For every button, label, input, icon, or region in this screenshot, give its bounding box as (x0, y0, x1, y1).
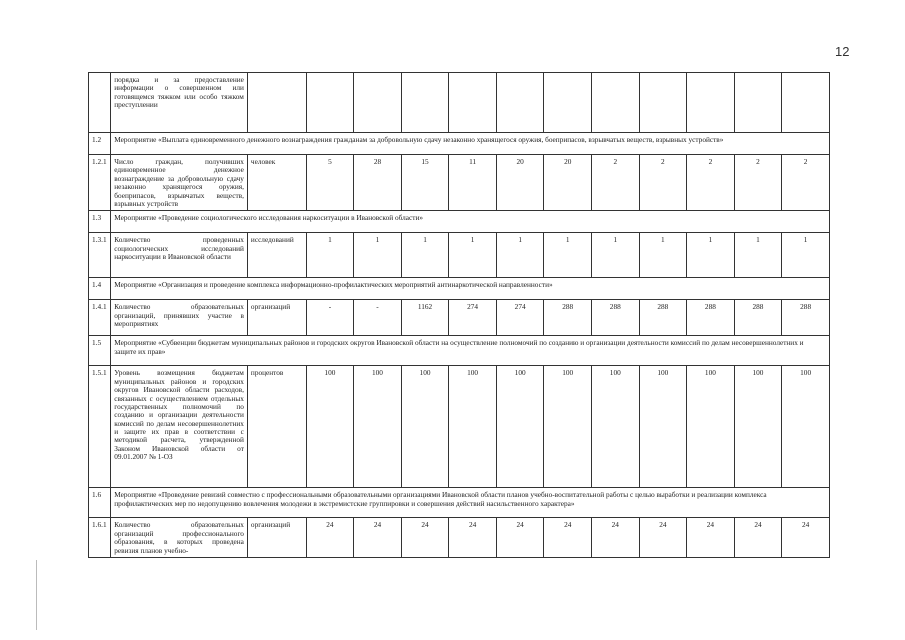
value-cell: 24 (639, 518, 687, 558)
value-cell: 1 (354, 233, 402, 278)
value-cell: 100 (639, 366, 687, 488)
indicator-number-cell: 1.3.1 (89, 233, 111, 278)
value-cell (496, 73, 544, 133)
event-title-cell: Мероприятие «Субвенции бюджетам муниципальных районов и городских округов Ивановской области на осуществление полномочий по созданию и организации деятельности комиссий по делам несовершеннолетних и защите их прав» (111, 336, 830, 366)
value-cell (354, 73, 402, 133)
event-row (89, 133, 830, 155)
value-cell: 100 (782, 366, 830, 488)
value-cell (544, 73, 592, 133)
event-title-cell: Мероприятие «Проведение ревизий совместно с профессиональными образовательными организациями Ивановской области планов учебно-воспитательной работы с целью выработки и реализации комплекса профилактических мер по недопущению вовлечения молодежи в экстремистские группировки и совершения действий насильственного характера» (111, 488, 830, 518)
scan-margin-mark (36, 560, 37, 630)
event-number-cell: 1.5 (89, 336, 111, 366)
unit-cell: организаций (247, 300, 306, 336)
value-cell: 20 (544, 155, 592, 211)
indicator-row (89, 233, 830, 278)
indicator-number-cell: 1.4.1 (89, 300, 111, 336)
indicator-row (89, 155, 830, 211)
indicator-number-cell: 1.5.1 (89, 366, 111, 488)
indicators-table (88, 72, 830, 558)
value-cell: 20 (496, 155, 544, 211)
value-cell: 1 (639, 233, 687, 278)
value-cell: 1 (496, 233, 544, 278)
table-row (89, 73, 830, 133)
value-cell: 1 (687, 233, 735, 278)
value-cell: 2 (782, 155, 830, 211)
value-cell (639, 73, 687, 133)
event-row (89, 488, 830, 518)
value-cell: 24 (401, 518, 449, 558)
value-cell: 1162 (401, 300, 449, 336)
event-row (89, 211, 830, 233)
unit-cell: организаций (247, 518, 306, 558)
value-cell (401, 73, 449, 133)
value-cell: 1 (401, 233, 449, 278)
value-cell: 2 (639, 155, 687, 211)
event-number-cell: 1.3 (89, 211, 111, 233)
value-cell: 100 (449, 366, 497, 488)
value-cell: - (306, 300, 354, 336)
value-cell: 288 (544, 300, 592, 336)
value-cell: 100 (734, 366, 782, 488)
value-cell: 1 (449, 233, 497, 278)
event-number-cell: 1.4 (89, 278, 111, 300)
indicator-row (89, 300, 830, 336)
value-cell: 274 (496, 300, 544, 336)
value-cell: 1 (544, 233, 592, 278)
value-cell: 24 (449, 518, 497, 558)
value-cell: 288 (592, 300, 640, 336)
value-cell: 100 (544, 366, 592, 488)
value-cell: 24 (592, 518, 640, 558)
page-number: 12 (835, 44, 850, 59)
value-cell: 1 (592, 233, 640, 278)
value-cell: 1 (306, 233, 354, 278)
value-cell: 24 (354, 518, 402, 558)
value-cell: 288 (639, 300, 687, 336)
value-cell: 288 (687, 300, 735, 336)
value-cell: 2 (592, 155, 640, 211)
value-cell: 15 (401, 155, 449, 211)
indicator-name-cell: Количество образовательных организаций, принявших участие в мероприятиях (111, 300, 248, 336)
value-cell (734, 73, 782, 133)
event-title-cell: Мероприятие «Выплата единовременного денежного вознаграждения гражданам за добровольную сдачу незаконно хранящегося оружия, боеприпасов, взрывчатых веществ, взрывных устройств» (111, 133, 830, 155)
value-cell: 24 (306, 518, 354, 558)
value-cell (449, 73, 497, 133)
event-title-cell: Мероприятие «Проведение социологического исследования наркоситуации в Ивановской области» (111, 211, 830, 233)
indicator-row (89, 366, 830, 488)
value-cell: 24 (544, 518, 592, 558)
value-cell: 100 (306, 366, 354, 488)
value-cell: 5 (306, 155, 354, 211)
value-cell: 11 (449, 155, 497, 211)
event-title-cell: Мероприятие «Организация и проведение комплекса информационно-профилактических мероприятий антинаркотической направленности» (111, 278, 830, 300)
value-cell: 100 (354, 366, 402, 488)
indicator-name-cell: Количество проведенных социологических исследований наркоситуации в Ивановской области (111, 233, 248, 278)
value-cell: 2 (734, 155, 782, 211)
value-cell: 24 (687, 518, 735, 558)
value-cell: 288 (782, 300, 830, 336)
value-cell: 24 (496, 518, 544, 558)
unit-cell: исследований (247, 233, 306, 278)
value-cell (782, 73, 830, 133)
indicator-name-cell: Число граждан, получивших единовременное денежное вознаграждение за добровольную сдачу незаконно хранящегося оружия, боеприпасов, взрывчатых веществ, взрывных устройств (111, 155, 248, 211)
value-cell: 274 (449, 300, 497, 336)
value-cell: 100 (687, 366, 735, 488)
event-row (89, 278, 830, 300)
value-cell (687, 73, 735, 133)
value-cell (306, 73, 354, 133)
value-cell: 24 (782, 518, 830, 558)
value-cell: 2 (687, 155, 735, 211)
row-number-cell (89, 73, 111, 133)
event-row (89, 336, 830, 366)
unit-cell: человек (247, 155, 306, 211)
indicator-name-cell: порядка и за предоставление информации о совершенном или готовящемся тяжком или особо тяжком преступлении (111, 73, 248, 133)
indicator-number-cell: 1.6.1 (89, 518, 111, 558)
event-number-cell: 1.6 (89, 488, 111, 518)
indicator-row (89, 518, 830, 558)
value-cell: - (354, 300, 402, 336)
value-cell: 100 (401, 366, 449, 488)
value-cell: 100 (496, 366, 544, 488)
value-cell: 24 (734, 518, 782, 558)
unit-cell (247, 73, 306, 133)
value-cell: 1 (782, 233, 830, 278)
value-cell (592, 73, 640, 133)
value-cell: 288 (734, 300, 782, 336)
value-cell: 100 (592, 366, 640, 488)
value-cell: 1 (734, 233, 782, 278)
indicator-name-cell: Уровень возмещения бюджетам муниципальных районов и городских округов Ивановской области расходов, связанных с осуществлением отдельных государственных полномочий по созданию и организации деятельности комиссий по делам несовершеннолетних и защите их прав в соответствии с методикой расчета, утвержденной Законом Ивановской области от 09.01.2007 № 1-ОЗ (111, 366, 248, 488)
indicator-number-cell: 1.2.1 (89, 155, 111, 211)
indicator-name-cell: Количество образовательных организаций профессионального образования, в которых проведена ревизия планов учебно- (111, 518, 248, 558)
unit-cell: процентов (247, 366, 306, 488)
value-cell: 28 (354, 155, 402, 211)
event-number-cell: 1.2 (89, 133, 111, 155)
